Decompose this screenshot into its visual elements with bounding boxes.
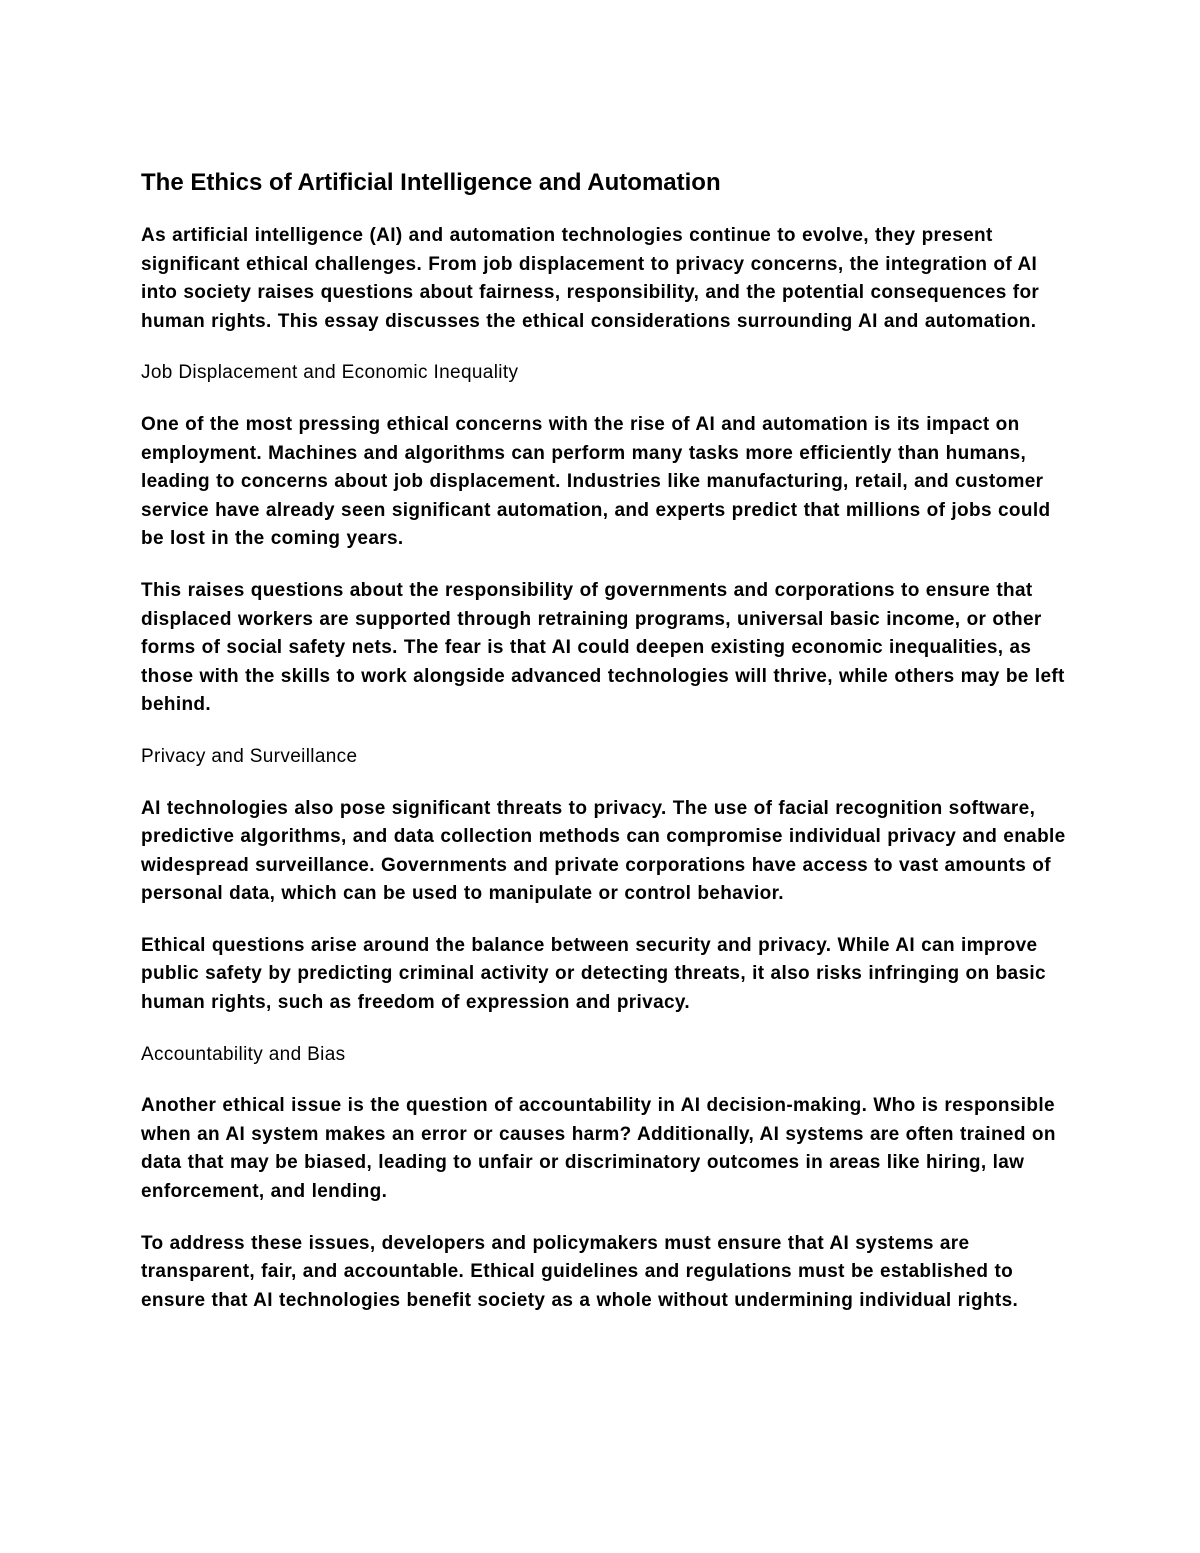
section-heading: Privacy and Surveillance (141, 745, 358, 767)
section-job-displacement (141, 359, 1071, 720)
body-paragraph: One of the most pressing ethical concerns with the rise of AI and automation is its impact on employment. Machines and algorithms can perform many tasks more efficiently than humans, leading to concerns about job displacement. Industries like manufacturing, retail, and customer service have already seen significant automation, and experts predict that millions of jobs could be lost in the coming years. (141, 413, 1051, 550)
body-paragraph: This raises questions about the responsibility of governments and corporations to ensure that displaced workers are supported through retraining programs, universal basic income, or other forms of social safety nets. The fear is that AI could deepen existing economic inequalities, as those with the skills to work alongside advanced technologies will thrive, while others may be left behind. (141, 579, 1065, 716)
body-paragraph: Another ethical issue is the question of accountability in AI decision-making. Who is responsible when an AI system makes an error or causes harm? Additionally, AI systems are often trained on data that may be biased, leading to unfair or discriminatory outcomes in areas like hiring, law enforcement, and lending. (141, 1095, 1056, 1203)
intro-paragraph: As artificial intelligence (AI) and automation technologies continue to evolve, they present significant ethical challenges. From job displacement to privacy concerns, the integration of AI into society raises questions about fairness, responsibility, and the potential consequences for human rights. This essay discusses the ethical considerations surrounding AI and automation. (141, 225, 1040, 332)
section-heading: Accountability and Bias (141, 1043, 346, 1065)
section-heading: Job Displacement and Economic Inequality (141, 362, 519, 384)
body-paragraph: To address these issues, developers and policymakers must ensure that AI systems are transparent, fair, and accountable. Ethical guidelines and regulations must be established to ensure that AI technologies benefit society as a whole without undermining individual rights. (141, 1232, 1019, 1311)
document-page (141, 168, 1071, 1338)
section-accountability-bias (141, 1041, 1071, 1316)
body-paragraph: Ethical questions arise around the balance between security and privacy. While AI can improve public safety by predicting criminal activity or detecting threats, it also risks infringing on basic human rights, such as freedom of expression and privacy. (141, 934, 1046, 1014)
section-privacy-surveillance (141, 743, 1071, 1018)
body-paragraph: AI technologies also pose significant threats to privacy. The use of facial recognition software, predictive algorithms, and data collection methods can compromise individual privacy and enable widespread surveillance. Governments and private corporations have access to vast amounts of personal data, which can be used to manipulate or control behavior. (141, 797, 1066, 905)
document-title: The Ethics of Artificial Intelligence and Automation (141, 169, 721, 196)
